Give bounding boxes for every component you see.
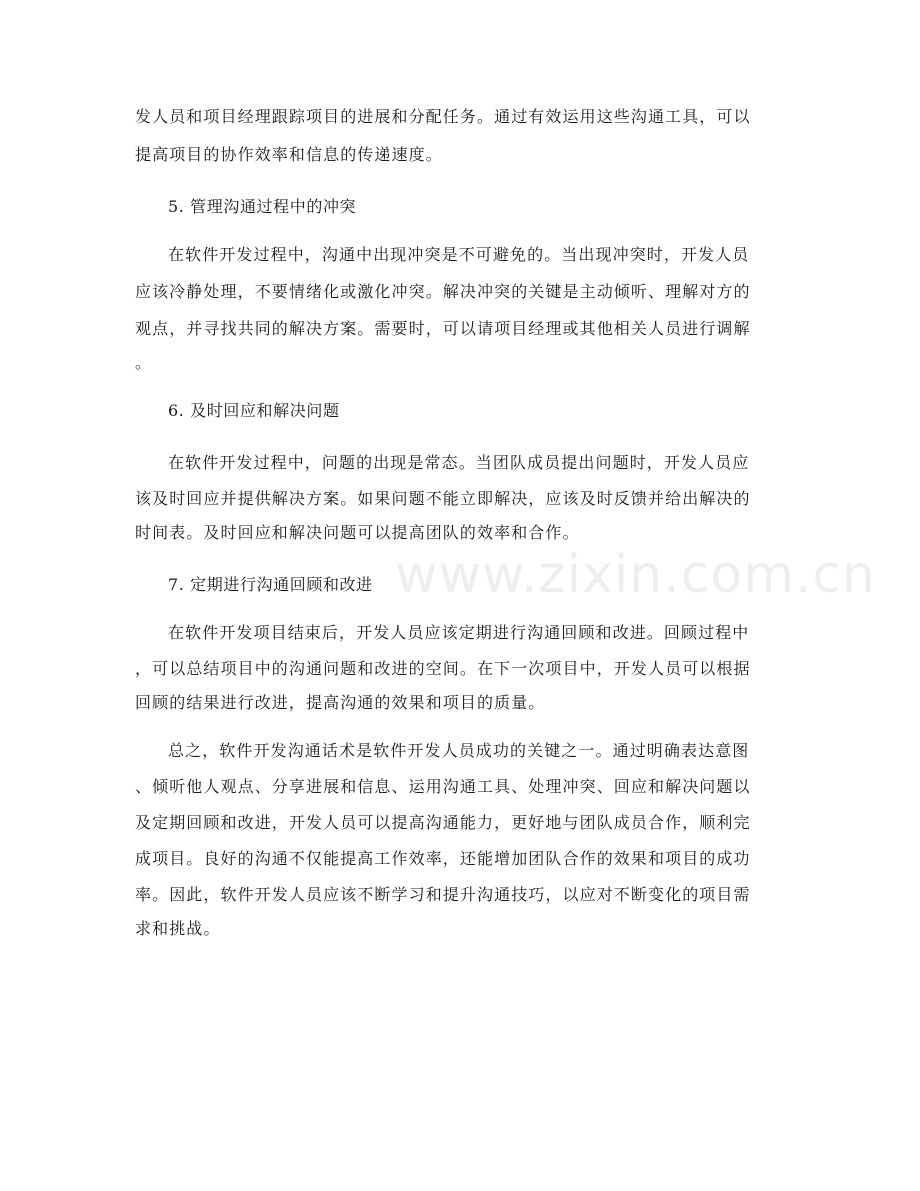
section-7-line-2: ，可以总结项目中的沟通问题和改进的空间。在下一次项目中，开发人员可以根据 — [135, 659, 751, 678]
section-5-line-3: 观点，并寻找共同的解决方案。需要时，可以请项目经理或其他相关人员进行调解 — [135, 319, 751, 338]
section-6-line-2: 该及时回应并提供解决方案。如果问题不能立即解决，应该及时反馈并给出解决的 — [135, 489, 751, 508]
conclusion-line-1: 总之，软件开发沟通话术是软件开发人员成功的关键之一。通过明确表达意图 — [168, 741, 750, 760]
section-5-line-1: 在软件开发过程中，沟通中出现冲突是不可避免的。当出现冲突时，开发人员 — [168, 245, 750, 264]
conclusion-line-5: 率。因此，软件开发人员应该不断学习和提升沟通技巧，以应对不断变化的项目需 — [135, 885, 751, 904]
section-5-line-4: 。 — [135, 353, 153, 372]
conclusion-line-3: 及定期回顾和改进，开发人员可以提高沟通能力，更好地与团队成员合作，顺利完 — [135, 813, 751, 832]
watermark-text: www.zixin.com.cn — [395, 545, 876, 605]
section-7-line-3: 回顾的结果进行改进，提高沟通的效果和项目的质量。 — [135, 693, 546, 712]
section-7-heading: 7. 定期进行沟通回顾和改进 — [168, 575, 373, 594]
conclusion-line-4: 成项目。良好的沟通不仅能提高工作效率，还能增加团队合作的效果和项目的成功 — [135, 849, 751, 868]
intro-line-1: 发人员和项目经理跟踪项目的进展和分配任务。通过有效运用这些沟通工具，可以 — [135, 107, 751, 126]
section-6-line-3: 时间表。及时回应和解决问题可以提高团队的效率和合作。 — [135, 523, 580, 542]
section-6-heading: 6. 及时回应和解决问题 — [168, 401, 340, 420]
conclusion-line-2: 、倾听他人观点、分享进展和信息、运用沟通工具、处理冲突、回应和解决问题以 — [135, 777, 751, 796]
section-5-line-2: 应该冷静处理，不要情绪化或激化冲突。解决冲突的关键是主动倾听、理解对方的 — [135, 282, 751, 301]
section-5-heading: 5. 管理沟通过程中的冲突 — [168, 197, 357, 216]
section-7-line-1: 在软件开发项目结束后，开发人员应该定期进行沟通回顾和改进。回顾过程中 — [168, 623, 750, 642]
conclusion-line-6: 求和挑战。 — [135, 919, 221, 938]
intro-line-2: 提高项目的协作效率和信息的传递速度。 — [135, 145, 443, 164]
section-6-line-1: 在软件开发过程中，问题的出现是常态。当团队成员提出问题时，开发人员应 — [168, 453, 750, 472]
